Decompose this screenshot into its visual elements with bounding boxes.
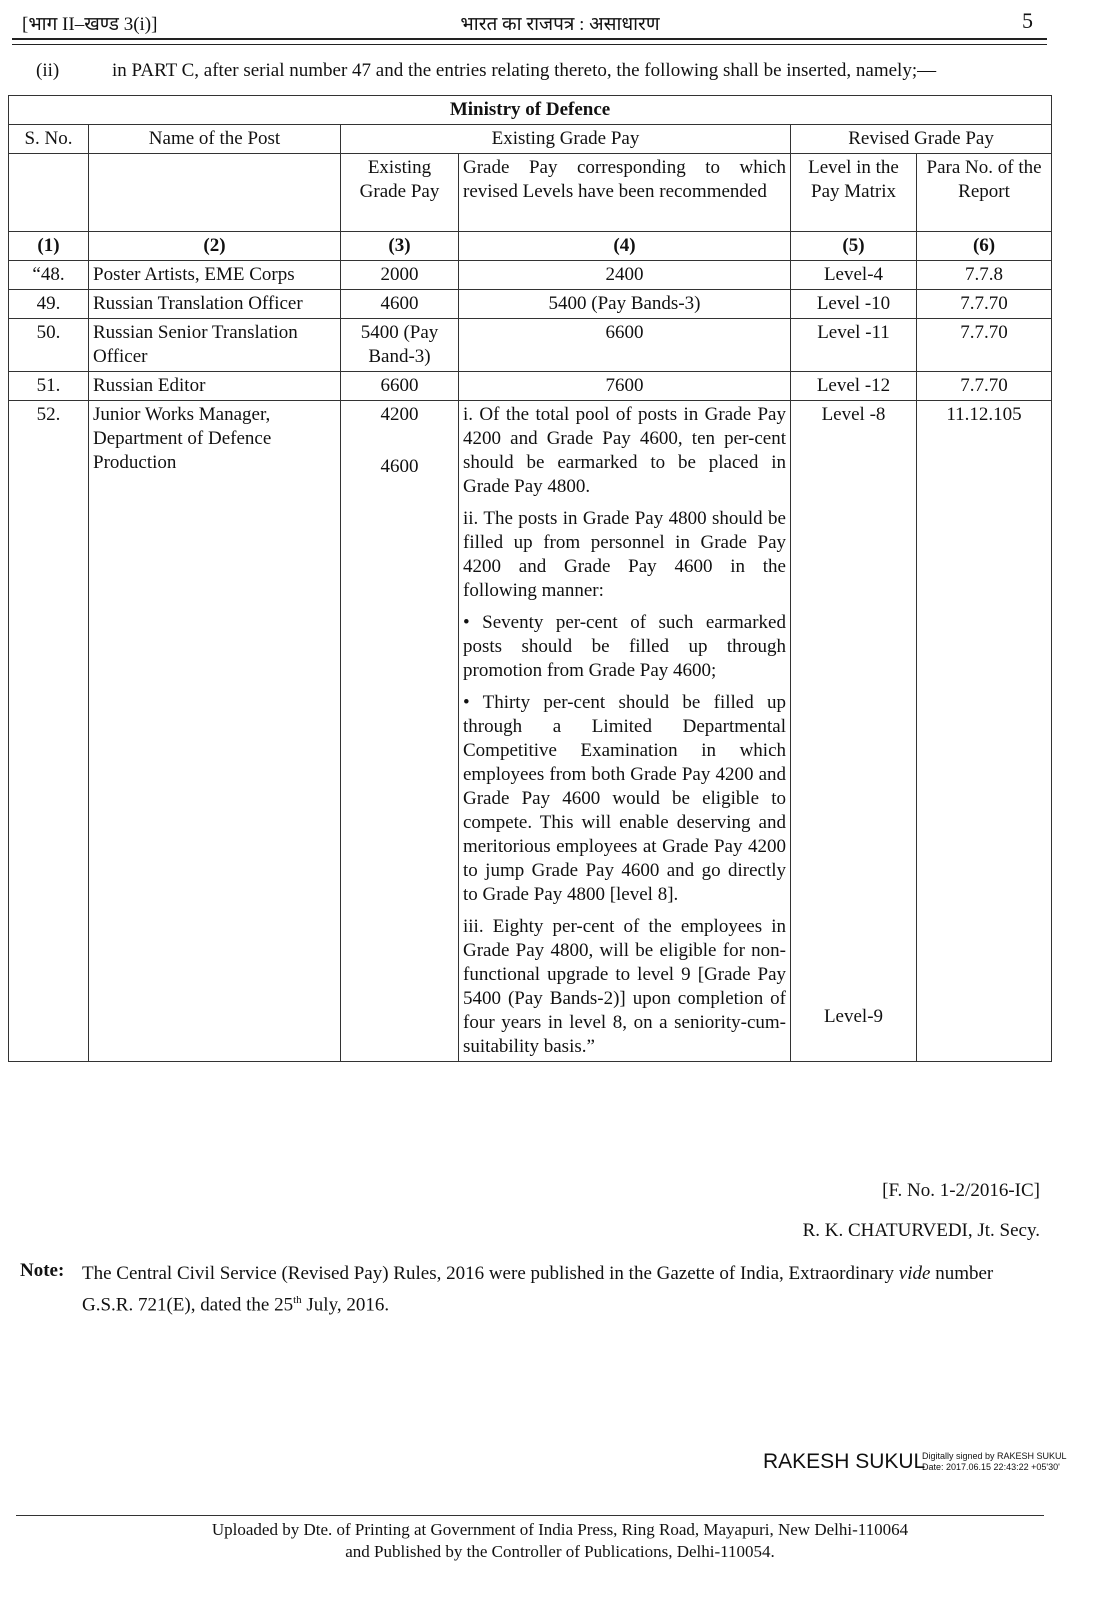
header-rule (12, 38, 1047, 40)
cell-level: Level-4 (791, 261, 917, 290)
cell-corr: 2400 (459, 261, 791, 290)
pay-table (8, 95, 1052, 1062)
paragraph: ii. The posts in Grade Pay 4800 should be filled up from personnel in Grade Pay 4200 and Grade Pay 4600 in the following manner: (463, 508, 786, 601)
cell-para: 7.7.70 (917, 319, 1052, 372)
signature-line: Digitally signed by RAKESH SUKUL (922, 1451, 1067, 1461)
cell-post: Junior Works Manager, Department of Defence Production (89, 401, 341, 1062)
cell-post: Russian Senior Translation Officer (89, 319, 341, 372)
note-sup: th (293, 1294, 302, 1306)
footer-line: Uploaded by Dte. of Printing at Government of India Press, Ring Road, Mayapuri, New Delhi-110064 (211, 1520, 909, 1539)
header-post: Name of the Post (89, 125, 341, 154)
digital-signature-info (922, 1451, 1067, 1473)
cell-sno: 51. (9, 372, 89, 401)
footer (0, 1519, 1120, 1563)
table-row (9, 261, 1052, 290)
intro-number: (ii) (36, 60, 60, 81)
note-text-c: July, 2016. (301, 1294, 390, 1316)
cell-level: Level -12 (791, 372, 917, 401)
table-title: Ministry of Defence (9, 96, 1052, 125)
header-part: [भाग II–खण्ड 3(i)] (22, 14, 158, 35)
col-number: (4) (459, 232, 791, 261)
cell-sno: 50. (9, 319, 89, 372)
header-para: Para No. of the Report (917, 154, 1052, 232)
header-rule (12, 44, 1047, 45)
page-number: 5 (1022, 8, 1033, 33)
cell-sno: “48. (9, 261, 89, 290)
level-value: Level-9 (823, 1006, 884, 1027)
cell-post: Poster Artists, EME Corps (89, 261, 341, 290)
header-revised: Revised Grade Pay (791, 125, 1052, 154)
cell-gp: 4600 (341, 290, 459, 319)
cell-para: 7.7.8 (917, 261, 1052, 290)
note-label: Note: (20, 1260, 65, 1281)
table-row (9, 401, 1052, 1062)
signature-date: Date: 2017.06.15 22:43:22 +05'30' (922, 1462, 1060, 1472)
footer-rule (16, 1515, 1044, 1516)
paragraph: iii. Eighty per-cent of the employees in Grade Pay 4800, will be eligible for non-functional upgrade to level 9 [Grade Pay 5400 (Pay Bands-2)] upon completion of four years in level 8, on a seniority-cum-suitability basis.” (463, 916, 786, 1057)
col-number: (3) (341, 232, 459, 261)
table-row (9, 372, 1052, 401)
table-row (9, 290, 1052, 319)
cell-sno: 49. (9, 290, 89, 319)
footer-line: and Published by the Controller of Publications, Delhi-110054. (345, 1542, 775, 1561)
signatory: R. K. CHATURVEDI, Jt. Secy. (802, 1220, 1040, 1241)
header-existing-gp: Existing Grade Pay (341, 154, 459, 232)
cell-gp: 2000 (341, 261, 459, 290)
cell-para: 7.7.70 (917, 290, 1052, 319)
col-number: (1) (9, 232, 89, 261)
note-text (82, 1260, 1042, 1318)
note-text-a: The Central Civil Service (Revised Pay) Rules, 2016 were published in the Gazette of India, Extraordinary (82, 1263, 899, 1284)
cell-level: Level -10 (791, 290, 917, 319)
cell-level (791, 401, 917, 1062)
col-number: (5) (791, 232, 917, 261)
bullet-paragraph: • Thirty per-cent should be filled up through a Limited Departmental Competitive Examination in which employees from both Grade Pay 4200 and Grade Pay 4600 would be eligible to compete. This will enable deserving and meritorious employees at Grade Pay 4200 to jump Grade Pay 4600 and go directly to Grade Pay 4800 [level 8]. (463, 692, 786, 905)
table-row (9, 319, 1052, 372)
cell-post: Russian Translation Officer (89, 290, 341, 319)
header-existing: Existing Grade Pay (341, 125, 791, 154)
cell-corr: 6600 (459, 319, 791, 372)
cell-para: 7.7.70 (917, 372, 1052, 401)
digital-signature-name: RAKESH SUKUL (763, 1450, 926, 1473)
intro-text: in PART C, after serial number 47 and the entries relating thereto, the following shall be inserted, namely;— (112, 60, 937, 81)
note-text-b: number G.S.R. 721(E), dated the 25 (82, 1263, 994, 1316)
note-vide: vide (898, 1263, 931, 1284)
cell-gp: 5400 (Pay Band-3) (341, 319, 459, 372)
header-sno: S. No. (9, 125, 89, 154)
col-number: (6) (917, 232, 1052, 261)
paragraph: i. Of the total pool of posts in Grade Pay 4200 and Grade Pay 4600, ten per-cent should be earmarked to be placed in Grade Pay 4800. (463, 404, 786, 497)
cell-corr: 7600 (459, 372, 791, 401)
cell-post: Russian Editor (89, 372, 341, 401)
bullet-paragraph: • Seventy per-cent of such earmarked posts should be filled up through promotion from Grade Pay 4600; (463, 612, 786, 681)
header-level: Level in the Pay Matrix (791, 154, 917, 232)
cell-corr: 5400 (Pay Bands-3) (459, 290, 791, 319)
header-title: भारत का राजपत्र : असाधारण (460, 14, 660, 35)
gp-value: 4600 (380, 456, 419, 477)
level-value: Level -8 (821, 404, 886, 425)
col-number: (2) (89, 232, 341, 261)
header-corresponding: Grade Pay corresponding to which revised Levels have been recommended (459, 154, 791, 232)
cell-corr (459, 401, 791, 1062)
cell-para: 11.12.105 (917, 401, 1052, 1062)
file-number: [F. No. 1-2/2016-IC] (882, 1180, 1040, 1201)
cell-level: Level -11 (791, 319, 917, 372)
cell-gp: 6600 (341, 372, 459, 401)
cell-gp (341, 401, 459, 1062)
gp-value: 4200 (380, 404, 419, 425)
cell-sno: 52. (9, 401, 89, 1062)
